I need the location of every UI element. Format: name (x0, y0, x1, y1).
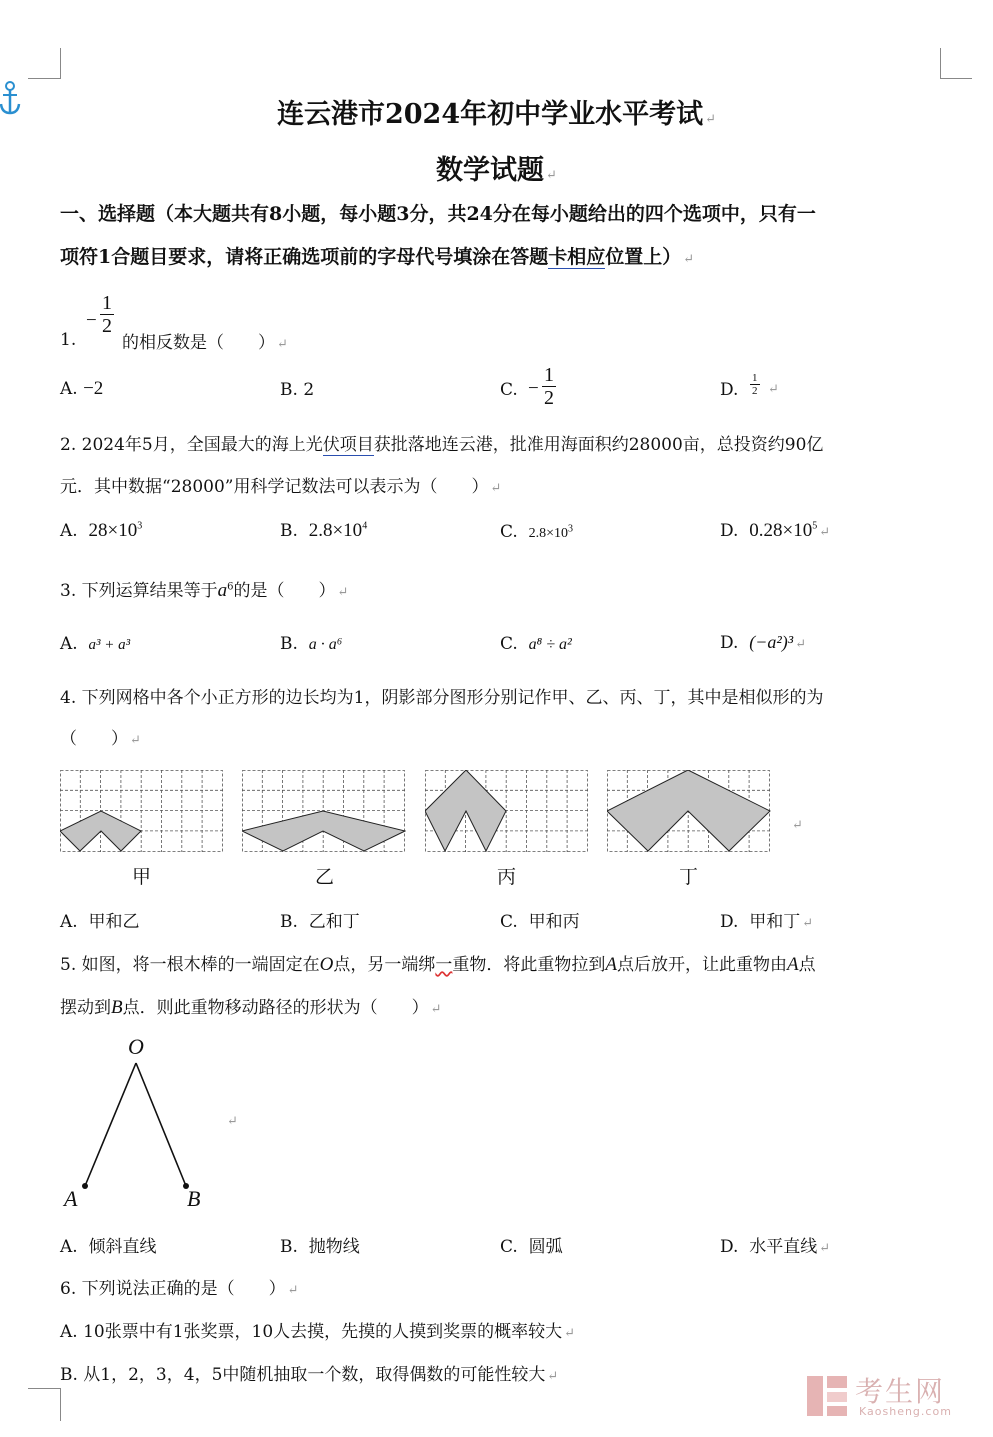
watermark-logo-icon (805, 1374, 849, 1418)
grid-figure-bing (425, 770, 589, 852)
q5-option-d: D. 水平直线 ↵ (720, 1237, 831, 1257)
return-mark: ↵ (792, 818, 803, 833)
q3-option-b: B. a · a⁶ (280, 634, 343, 654)
q6-option-a: A. 10张票中有1张奖票，10人去摸，先摸的人摸到奖票的概率较大 ↵ (60, 1322, 576, 1342)
q1-option-b: B. 2 (280, 380, 315, 400)
q5-option-a: A. 倾斜直线 (60, 1237, 157, 1257)
q2-option-d: D. $0.28\times 10^5$ ↵ (720, 520, 831, 541)
section-heading: 一、选择题（本大题共有8小题，每小题3分，共24分在每小题给出的四个选项中，只有一 项符1合题目要求，请将正确选项前的字母代号填涂在答题卡相应位置上） ↵ (60, 203, 816, 268)
q3-stem: 3. 下列运算结果等于$a^6$的是（ ） ↵ (60, 580, 349, 601)
grid-figure-jia (60, 770, 224, 852)
grid-figure-yi (242, 770, 406, 852)
q2-stem-line2: 元．其中数据“28000”用科学记数法可以表示为（ ） ↵ (60, 477, 502, 497)
page-title: 连云港市2024年初中学业水平考试 ↵ (276, 99, 717, 130)
q1-fraction: $\frac{1}{2}$ (102, 292, 112, 337)
watermark-brand: 考生网 (855, 1375, 946, 1408)
q4-option-c: C. 甲和丙 (500, 912, 580, 932)
q5-option-c: C. 圆弧 (500, 1237, 563, 1257)
return-mark: ↵ (227, 1114, 238, 1129)
watermark-domain: Kaosheng.com (859, 1405, 952, 1418)
q2-stem-line1: 2. 2024年5月，全国最大的海上光伏项目获批落地连云港，批准用海面积约28000亩，总投资约90亿 (60, 435, 824, 455)
point-a-label: A (64, 1186, 78, 1211)
crop-mark-top-left (28, 48, 61, 79)
q4-option-b: B. 乙和丁 (280, 912, 360, 932)
grid-figure-ding (607, 770, 771, 852)
q2-option-b: B. $2.8\times 10^4$ (280, 520, 368, 541)
q4-option-d: D. 甲和丁 ↵ (720, 912, 814, 932)
q5-stem-line2: 摆动到B点．则此重物移动路径的形状为（ ） ↵ (60, 997, 442, 1018)
crop-mark-top-right (940, 48, 972, 79)
q3-option-a: A. a³ + a³ (60, 634, 131, 654)
q4-stem-line1: 4. 下列网格中各个小正方形的边长均为1，阴影部分图形分别记作甲、乙、丙、丁，其中是相似形的为 (60, 688, 824, 708)
q5-stem-line1: 5. 如图，将一根木棒的一端固定在O点，另一端绑一重物．将此重物拉到A点后放开，让此重物由A点 (60, 954, 816, 975)
q1-option-a: A. −2 (60, 378, 104, 399)
q3-option-d: D. (−a²)³ ↵ (720, 632, 807, 653)
caption-yi: 乙 (315, 866, 335, 888)
q4-stem-line2: （ ） ↵ (60, 729, 141, 749)
q2-option-c: C. $2.8\times 10^3$ (500, 522, 574, 542)
q6-stem: 6. 下列说法正确的是（ ） ↵ (60, 1279, 299, 1299)
caption-bing: 丙 (497, 866, 517, 888)
watermark (805, 1372, 975, 1422)
q6-option-b: B. 从1，2，3，4，5中随机抽取一个数，取得偶数的可能性较大 ↵ (60, 1365, 559, 1385)
page-subtitle: 数学试题 ↵ (436, 155, 557, 186)
crop-mark-bottom-left (28, 1388, 61, 1421)
point-b-label: B (187, 1186, 201, 1211)
caption-jia: 甲 (132, 866, 152, 888)
q3-option-c: C. a⁸ ÷ a² (500, 634, 572, 654)
q4-option-a: A. 甲和乙 (60, 912, 140, 932)
q2-option-a: A. $28\times 10^3$ (60, 520, 143, 541)
caption-ding: 丁 (679, 866, 699, 888)
point-o-label: O (128, 1034, 144, 1059)
q5-option-b: B. 抛物线 (280, 1237, 360, 1257)
